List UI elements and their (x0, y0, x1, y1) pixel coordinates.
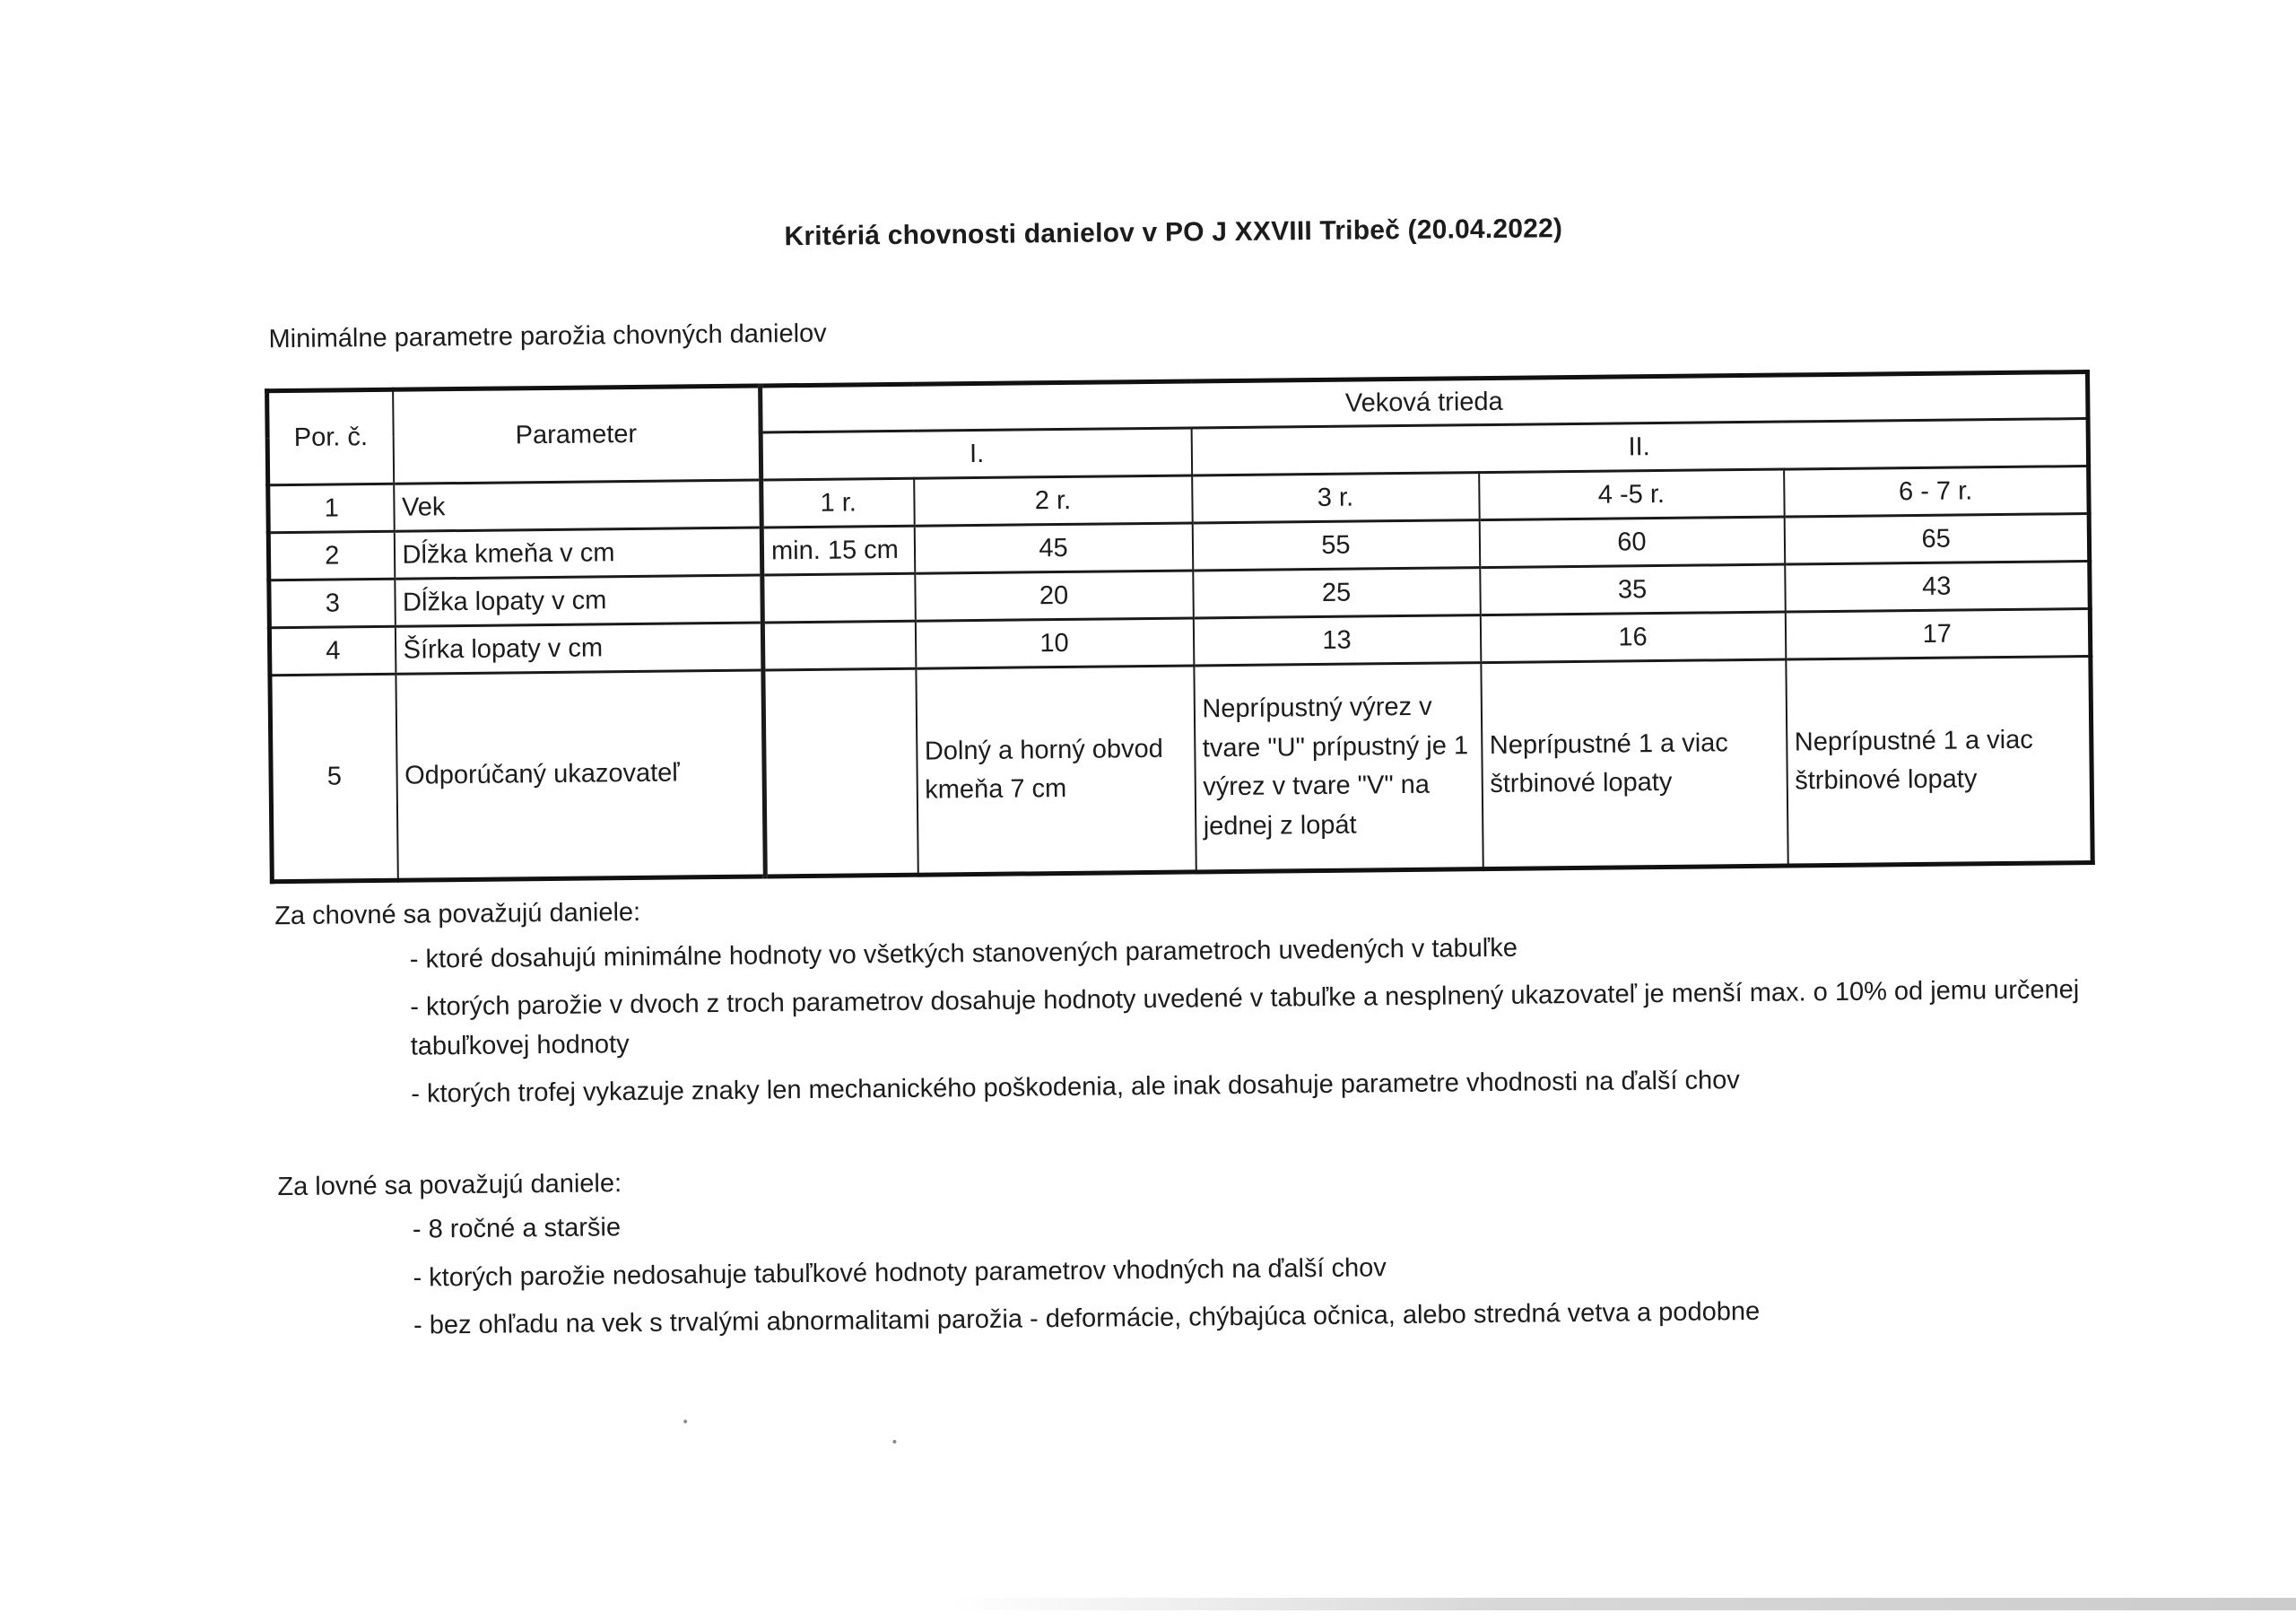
document-content (261, 0, 2082, 9)
bullet-item: - ktorých parožie nedosahuje tabuľkové hodnoty parametrov vhodných na ďalší chov (413, 1241, 2170, 1298)
bullet-item: - ktorých trofej vykazuje znaky len mechanického poškodenia, ale inak dosahuje parametre vhodnosti na ďalší chov (411, 1057, 2169, 1114)
table-cell: 35 (1480, 564, 1786, 615)
scanner-edge-artifact (951, 1598, 2296, 1610)
table-cell: 43 (1785, 561, 2091, 612)
table-cell: Neprípustné 1 a viac štrbinové lopaty (1786, 656, 2092, 866)
table-cell: 6 - 7 r. (1784, 466, 2090, 517)
bullet-item: - ktorých parožie v dvoch z troch parametrov dosahuje hodnoty uvedené v tabuľke a nesplnený ukazovateľ je menší max. o 10% od jemu určenej tabuľkovej hodnoty (410, 970, 2169, 1067)
section-lovne (277, 1147, 2198, 1347)
criteria-table (265, 370, 2095, 884)
table-cell: 13 (1193, 615, 1481, 666)
table-cell: Dolný a horný obvod kmeňa 7 cm (916, 666, 1196, 875)
row-number: 4 (269, 626, 396, 675)
column-header-vekova-trieda: Veková trieda (761, 372, 2088, 432)
section-heading: Za chovné sa považujú daniele: (274, 877, 2194, 937)
column-header-parameter: Parameter (393, 386, 761, 484)
table-cell: min. 15 cm (761, 526, 915, 575)
parameter-name: Dĺžka kmeňa v cm (394, 528, 762, 579)
table-row-odporucany-ukazovatel (270, 656, 2092, 881)
table-cell: 4 -5 r. (1479, 469, 1785, 520)
scan-speck (683, 1419, 687, 1423)
table-cell: 3 r. (1192, 473, 1480, 523)
table-cell: 10 (915, 618, 1194, 668)
row-number: 1 (268, 484, 395, 532)
row-number: 3 (269, 579, 396, 627)
table-cell: 1 r. (761, 478, 915, 528)
row-number: 2 (268, 531, 395, 580)
table-cell (762, 621, 916, 670)
parameter-name: Dĺžka lopaty v cm (395, 575, 763, 626)
table-cell (763, 668, 918, 876)
column-header-class-i: I. (761, 428, 1192, 480)
table-caption: Minimálne parametre parožia chovných danielov (268, 319, 827, 355)
bullet-list-chovne (410, 922, 2170, 1115)
table-cell: 25 (1193, 568, 1481, 618)
parameter-name: Odporúčaný ukazovateľ (396, 670, 765, 880)
table-cell: 55 (1192, 520, 1480, 571)
column-header-por-c: Por. č. (267, 389, 394, 484)
table-cell: 60 (1479, 517, 1785, 568)
section-heading: Za lovné sa považujú daniele: (277, 1147, 2196, 1207)
bullet-item: - bez ohľadu na vek s trvalými abnormalitami parožia - deformácie, chýbajúca očnica, alebo stredná vetva a podobne (413, 1288, 2171, 1346)
table-cell: Neprípustné 1 a viac štrbinové lopaty (1481, 659, 1787, 869)
table-cell: 20 (915, 571, 1194, 621)
table-cell: 45 (914, 523, 1193, 573)
page-title: Kritériá chovnosti danielov v PO J XXVIII Tribeč (20.04.2022) (263, 208, 2083, 257)
table-cell: 17 (1785, 608, 2091, 659)
table-cell: 65 (1784, 513, 2090, 564)
bullet-item: - 8 ročné a staršie (413, 1192, 2170, 1250)
notes-area (274, 877, 2198, 1356)
column-header-class-ii: II. (1191, 419, 2089, 475)
bullet-list-lovne (413, 1192, 2171, 1346)
table-cell: 2 r. (914, 475, 1193, 526)
parameter-name: Šírka lopaty v cm (395, 623, 763, 674)
table-cell: 16 (1480, 612, 1786, 663)
table-cell (762, 573, 916, 623)
row-number: 5 (270, 674, 397, 881)
bullet-item: - ktoré dosahujú minimálne hodnoty vo všetkých stanovených parametroch uvedených v tabuľke (410, 922, 2168, 980)
scan-speck (892, 1440, 896, 1443)
parameter-name: Vek (394, 480, 762, 531)
table-cell: Neprípustný výrez v tvare "U" prípustný je 1 výrez v tvare "V" na jednej z lopát (1194, 663, 1483, 872)
section-chovne (274, 877, 2196, 1116)
